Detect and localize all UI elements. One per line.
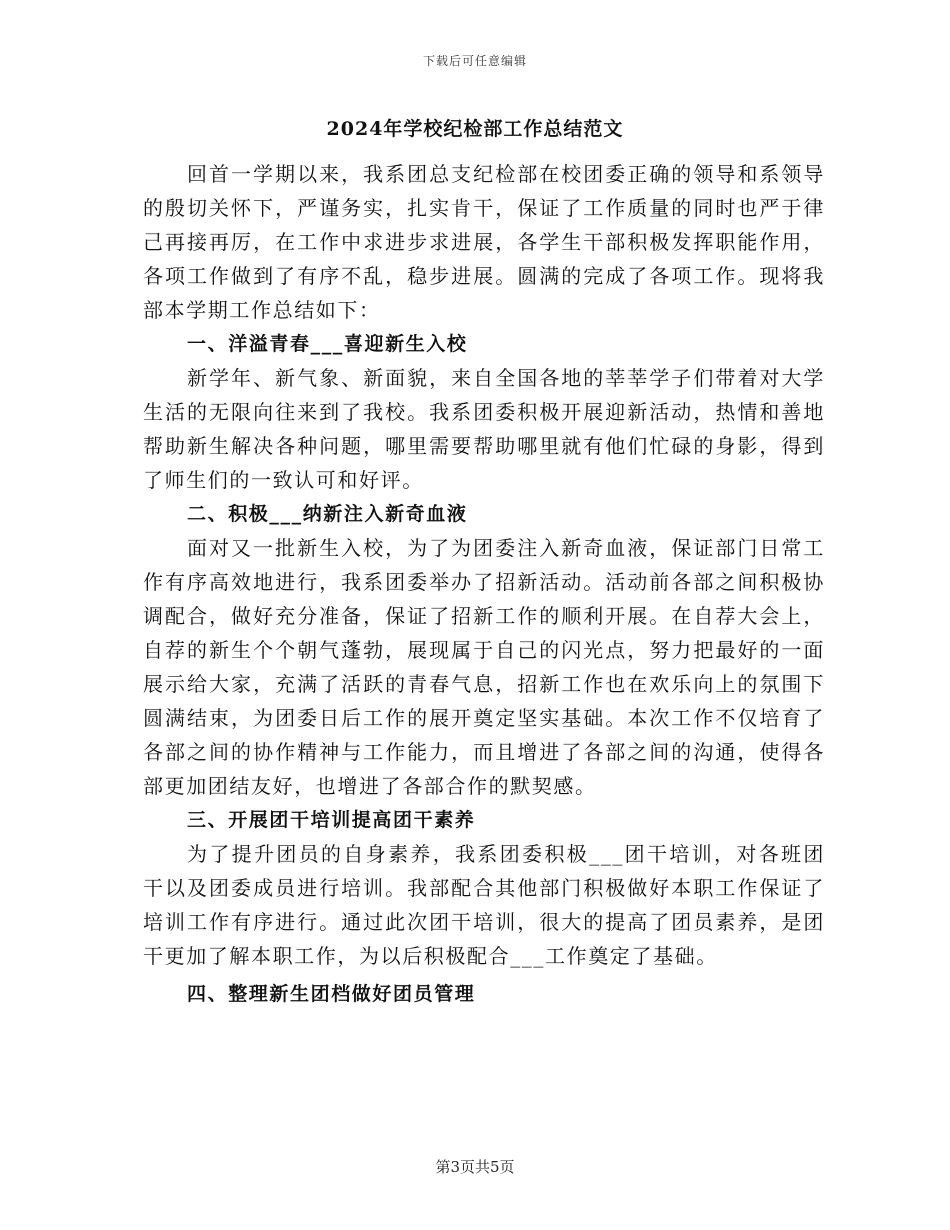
section-1-paragraph: 新学年、新气象、新面貌，来自全国各地的莘莘学子们带着对大学生活的无限向往来到了我校。我系团委积极开展迎新活动，热情和善地帮助新生解决各种问题，哪里需要帮助哪里就有他们忙碌的身影，得到了师生们的一致认可和好评。 <box>143 366 825 492</box>
document-body <box>143 157 825 1011</box>
section-2-paragraph: 面对又一批新生入校，为了为团委注入新奇血液，保证部门日常工作有序高效地进行，我系团委举办了招新活动。活动前各部之间积极协调配合，做好充分准备，保证了招新工作的顺利开展。在自荐大会上，自荐的新生个个朝气蓬勃，展现属于自己的闪光点，努力把最好的一面展示给大家，充满了活跃的青春气息，招新工作也在欢乐向上的氛围下圆满结束，为团委日后工作的展开奠定坚实基础。本次工作不仅培育了各部之间的协作精神与工作能力，而且增进了各部之间的沟通，使得各部更加团结友好，也增进了各部合作的默契感。 <box>143 536 825 798</box>
section-1-heading: 一、洋溢青春___喜迎新生入校 <box>187 333 468 355</box>
page-number-footer: 第3页共5页 <box>435 1158 515 1176</box>
page-header-note: 下载后可任意编辑 <box>422 54 527 68</box>
intro-paragraph: 回首一学期以来，我系团总支纪检部在校团委正确的领导和系领导的殷切关怀下，严谨务实，扎实肯干，保证了工作质量的同时也严于律己再接再厉，在工作中求进步求进展，各学生干部积极发挥职能作用，各项工作做到了有序不乱，稳步进展。圆满的完成了各项工作。现将我部本学期工作总结如下： <box>143 162 825 322</box>
section-2-heading: 二、积极___纳新注入新奇血液 <box>187 503 468 525</box>
section-4-heading: 四、整理新生团档做好团员管理 <box>187 983 476 1005</box>
document-title: 2024年学校纪检部工作总结范文 <box>326 118 624 140</box>
section-3-paragraph: 为了提升团员的自身素养，我系团委积极___团干培训，对各班团干以及团委成员进行培训。我部配合其他部门积极做好本职工作保证了培训工作有序进行。通过此次团干培训，很大的提高了团员素养，是团干更加了解本职工作，为以后积极配合___工作奠定了基础。 <box>143 842 825 968</box>
section-3-heading: 三、开展团干培训提高团干素养 <box>187 809 476 831</box>
